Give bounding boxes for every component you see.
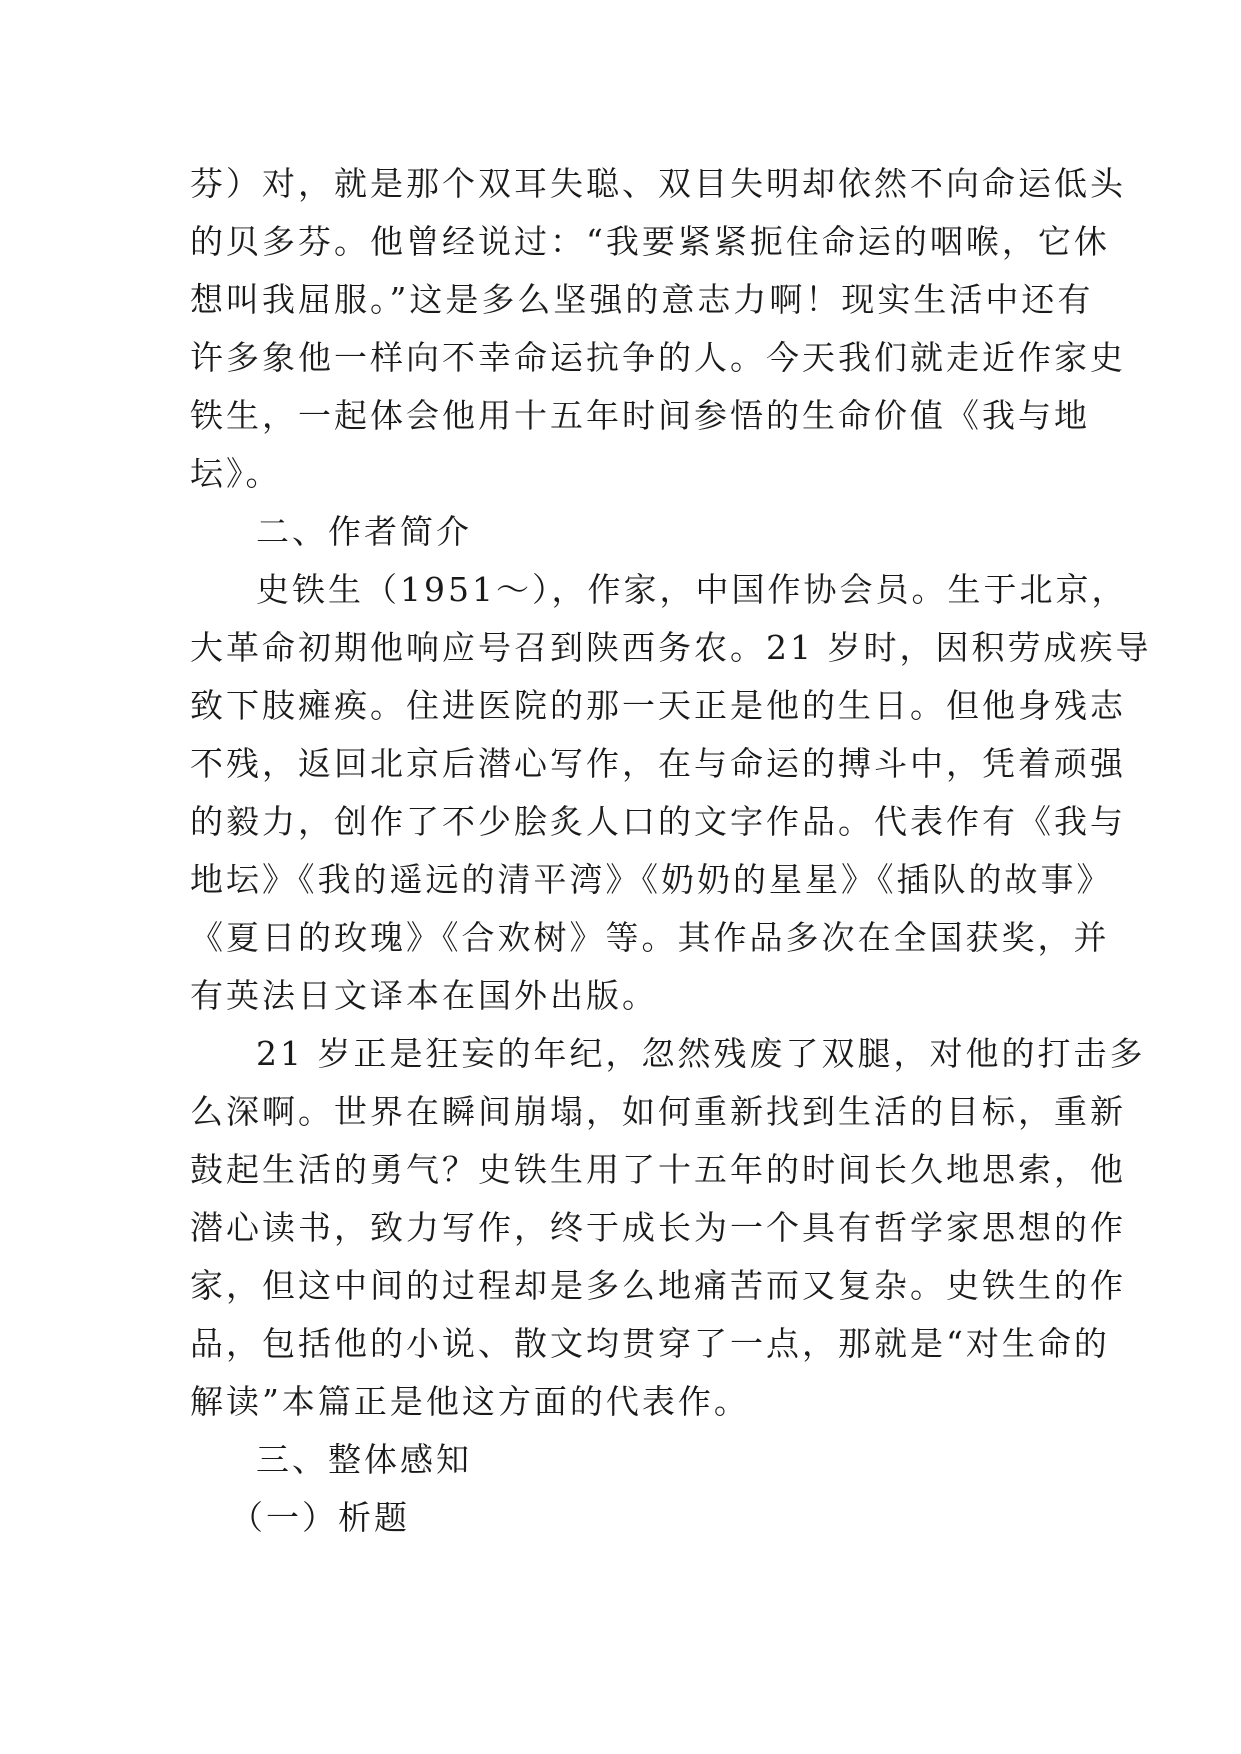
text-line: 坛》。 — [190, 454, 282, 493]
text-line: 致下肢瘫痪。住进医院的那一天正是他的生日。但他身残志 — [190, 686, 1126, 725]
text-line: 铁生，一起体会他用十五年时间参悟的生命价值《我与地 — [190, 396, 1090, 435]
text-line: 许多象他一样向不幸命运抗争的人。今天我们就走近作家史 — [190, 338, 1126, 377]
text-line: 地坛》《我的遥远的清平湾》《奶奶的星星》《插队的故事》 — [190, 860, 1113, 899]
text-line: 的贝多芬。他曾经说过：“我要紧紧扼住命运的咽喉，它休 — [190, 222, 1110, 261]
paragraph-beethoven — [190, 155, 1126, 503]
text-line: 芬）对，就是那个双耳失聪、双目失明却依然不向命运低头 — [190, 164, 1126, 203]
text-line: 大革命初期他响应号召到陕西务农。21 岁时，因积劳成疾导 — [190, 628, 1152, 667]
document-page — [190, 155, 1152, 1547]
text-line: 品，包括他的小说、散文均贯穿了一点，那就是“对生命的 — [190, 1324, 1110, 1363]
text-line: 想叫我屈服。”这是多么坚强的意志力啊！现实生活中还有 — [190, 280, 1094, 319]
text-line: 《夏日的玫瑰》《合欢树》等。其作品多次在全国获奖，并 — [190, 918, 1110, 957]
text-line: 有英法日文译本在国外出版。 — [190, 976, 658, 1015]
text-line: 家，但这中间的过程却是多么地痛苦而又复杂。史铁生的作 — [190, 1266, 1126, 1305]
text-line: 鼓起生活的勇气？史铁生用了十五年的时间长久地思索，他 — [190, 1150, 1126, 1189]
text-line: 的毅力，创作了不少脍炙人口的文字作品。代表作有《我与 — [190, 802, 1126, 841]
text-line: 不残，返回北京后潜心写作，在与命运的搏斗中，凭着顽强 — [190, 744, 1126, 783]
section-heading-overall-perception: 三、整体感知 — [256, 1440, 472, 1479]
text-line: 么深啊。世界在瞬间崩塌，如何重新找到生活的目标，重新 — [190, 1092, 1126, 1131]
paragraph-author-bio — [190, 561, 1152, 1025]
text-line: 史铁生（1951～），作家，中国作协会员。生于北京， — [256, 570, 1128, 609]
section-heading-author-intro: 二、作者简介 — [256, 512, 472, 551]
paragraph-life-reflection — [190, 1025, 1146, 1431]
subsection-heading-title-analysis: （一）析题 — [230, 1498, 410, 1537]
text-line: 21 岁正是狂妄的年纪，忽然残废了双腿，对他的打击多 — [256, 1034, 1146, 1073]
text-line: 潜心读书，致力写作，终于成长为一个具有哲学家思想的作 — [190, 1208, 1126, 1247]
text-line: 解读”本篇正是他这方面的代表作。 — [190, 1382, 750, 1421]
